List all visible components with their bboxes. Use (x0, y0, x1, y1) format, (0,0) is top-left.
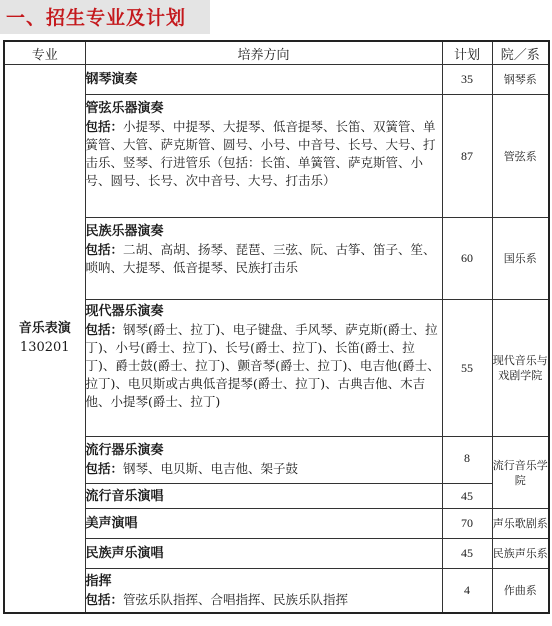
table-row (4, 569, 549, 613)
includes-label: 包括： (85, 322, 124, 337)
direction-title: 现代器乐演奏 (85, 304, 164, 319)
header-direction: 培养方向 (85, 41, 442, 65)
dept-cell: 民族声乐系 (492, 539, 549, 569)
direction-cell (85, 484, 442, 509)
direction-cell (85, 300, 442, 437)
table-row (4, 300, 549, 437)
direction-detail: 管弦乐队指挥、合唱指挥、民族乐队指挥 (123, 592, 349, 607)
dept-cell: 现代音乐与戏剧学院 (492, 300, 549, 437)
enrollment-plan-table (3, 40, 550, 614)
major-code: 130201 (19, 340, 70, 356)
includes-label: 包括： (85, 242, 124, 257)
table-row (4, 65, 549, 95)
table-row (4, 437, 549, 484)
table-row (4, 95, 549, 218)
dept-cell: 管弦系 (492, 95, 549, 218)
plan-cell: 45 (442, 484, 492, 509)
plan-cell: 60 (442, 218, 492, 300)
direction-detail: 二胡、高胡、扬琴、琵琶、三弦、阮、古筝、笛子、笙、 唢呐、大提琴、低音提琴、民族打击乐 (85, 242, 436, 275)
table-row (4, 218, 549, 300)
direction-cell (85, 65, 442, 95)
section-title: 一、招生专业及计划 (6, 7, 187, 29)
direction-title: 民族声乐演唱 (85, 546, 164, 561)
table-row (4, 484, 549, 509)
direction-cell (85, 437, 442, 484)
plan-cell: 70 (442, 509, 492, 539)
dept-cell: 钢琴系 (492, 65, 549, 95)
includes-label: 包括： (85, 461, 124, 476)
direction-detail: 钢琴、电贝斯、电吉他、架子鼓 (123, 461, 299, 476)
dept-cell: 流行音乐学院 (492, 437, 549, 509)
section-header (0, 0, 210, 34)
header-major: 专业 (4, 41, 85, 65)
table-row (4, 509, 549, 539)
direction-title: 美声演唱 (85, 516, 138, 531)
major-cell (4, 65, 85, 613)
direction-cell (85, 539, 442, 569)
major-name: 音乐表演 (18, 321, 71, 337)
direction-cell (85, 218, 442, 300)
includes-label: 包括： (85, 119, 124, 134)
dept-cell: 国乐系 (492, 218, 549, 300)
direction-cell (85, 95, 442, 218)
dept-cell: 声乐歌剧系 (492, 509, 549, 539)
direction-detail: 钢琴(爵士、拉丁)、电子键盘、手风琴、萨克斯(爵士、拉丁)、小号(爵士、拉丁)、长号(爵士、拉丁)、长笛(爵士、拉丁)、爵士鼓(爵士、拉丁)、颤音琴(爵士、拉丁)、电吉他(爵士、拉丁)、电贝斯或古典低音提琴(爵士、拉丁)、古典吉他、木吉他、小提琴(爵士、拉丁) (85, 322, 440, 409)
plan-cell: 87 (442, 95, 492, 218)
header-dept: 院／系 (492, 41, 549, 65)
direction-title: 钢琴演奏 (85, 72, 138, 87)
direction-title: 指挥 (85, 574, 112, 589)
direction-cell (85, 569, 442, 613)
header-plan: 计划 (442, 41, 492, 65)
plan-cell: 35 (442, 65, 492, 95)
table-row (4, 539, 549, 569)
plan-cell: 8 (442, 437, 492, 484)
plan-cell: 55 (442, 300, 492, 437)
plan-cell: 4 (442, 569, 492, 613)
direction-title: 流行器乐演奏 (85, 443, 164, 458)
direction-title: 管弦乐器演奏 (85, 101, 164, 116)
includes-label: 包括： (85, 592, 124, 607)
dept-cell: 作曲系 (492, 569, 549, 613)
direction-title: 民族乐器演奏 (85, 224, 164, 239)
direction-detail: 小提琴、中提琴、大提琴、低音提琴、长笛、双簧管、单簧管、大管、萨克斯管、圆号、小号、中音号、长号、大号、打击乐、竖琴、行进管乐（包括：长笛、单簧管、萨克斯管、小号、圆号、长号、次中音号、大号、打击乐） (85, 119, 436, 188)
table-header-row (4, 41, 549, 65)
direction-title: 流行音乐演唱 (85, 488, 164, 504)
plan-cell: 45 (442, 539, 492, 569)
direction-cell (85, 509, 442, 539)
